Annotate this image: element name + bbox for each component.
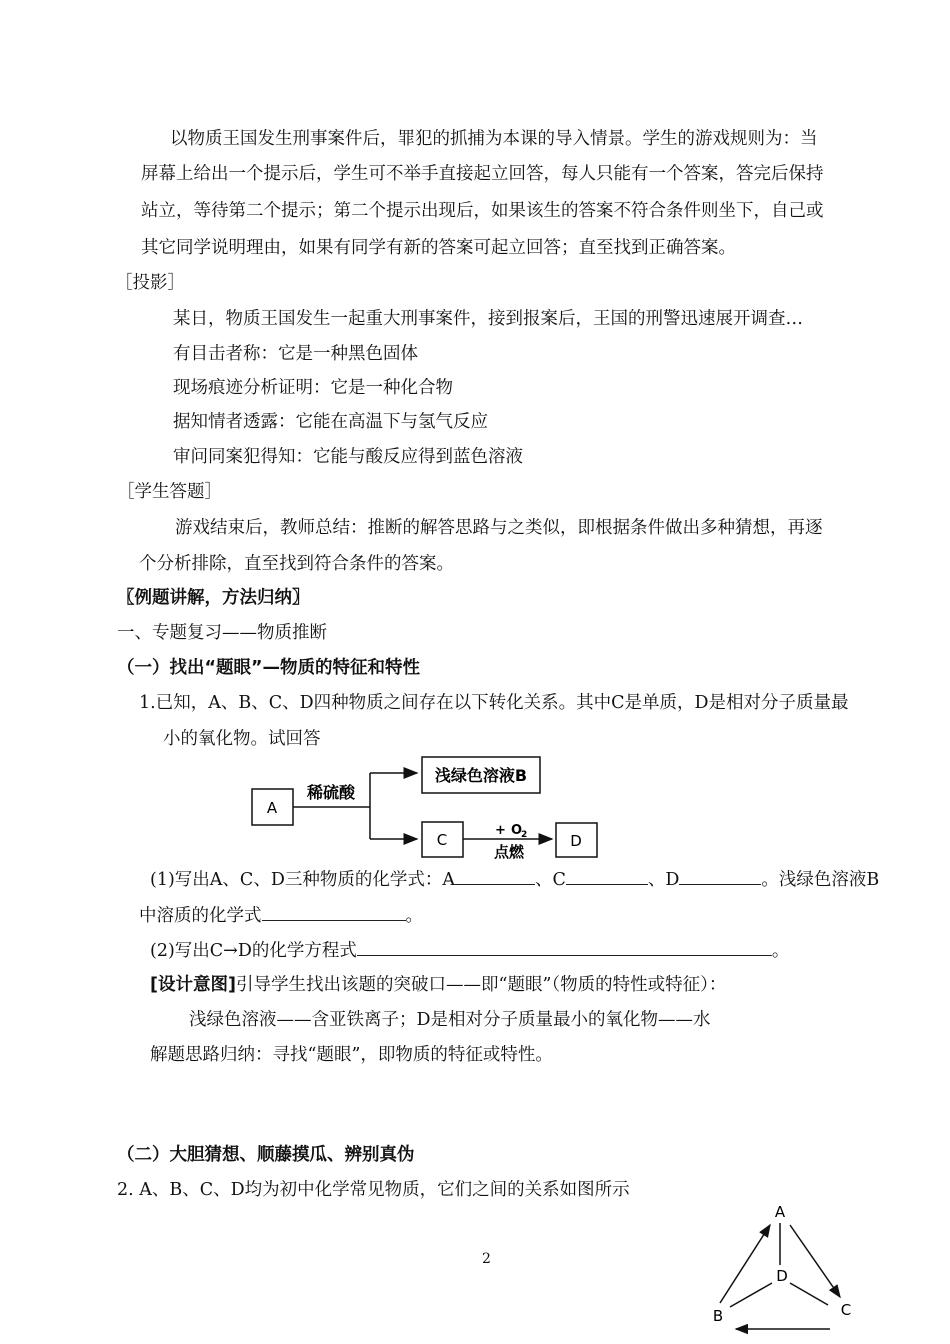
node-d: D	[776, 1267, 788, 1285]
node-c: C	[840, 1301, 852, 1319]
q1-part1-line-2	[139, 902, 423, 929]
q1-part1-solute: 中溶质的化学式	[139, 906, 262, 926]
projection-line-2: 有目击者称：它是一种黑色固体	[173, 344, 418, 364]
label-d: D	[570, 832, 582, 850]
q1-part1-line	[150, 866, 879, 893]
arrow-a-to-c	[790, 1225, 840, 1297]
line-d-to-b	[730, 1283, 772, 1307]
projection-line-3: 现场痕迹分析证明：它是一种化合物	[173, 378, 453, 398]
subsection-heading-2: （二）大胆猜想、顺藤摸瓜、辨别真伪	[117, 1145, 415, 1165]
answer-blank-d[interactable]	[679, 866, 761, 885]
label-a: A	[266, 799, 278, 817]
q1-part1-b: 。浅绿色溶液B	[761, 870, 880, 890]
plus-label: +	[495, 823, 506, 838]
intro-line-2: 屏幕上给出一个提示后，学生可不举手直接起立回答，每人只能有一个答案，答完后保持	[141, 164, 824, 184]
answer-blank-equation[interactable]	[357, 937, 772, 956]
label-b: 浅绿色溶液B	[434, 766, 528, 785]
o2-label: O	[511, 823, 523, 838]
node-a: A	[774, 1203, 786, 1221]
q2-relation-diagram	[700, 1195, 870, 1344]
q1-part1-d: 、D	[647, 870, 680, 890]
projection-line-4: 据知情者透露：它能在高温下与氢气反应	[173, 412, 488, 432]
projection-line-1: 某日，物质王国发生一起重大刑事案件，接到报案后，王国的刑警迅速展开调查…	[173, 309, 803, 329]
answer-tag: ［学生答题］	[117, 482, 222, 502]
arrow-b-to-a	[720, 1225, 770, 1303]
intro-line-3: 站立，等待第二个提示；第二个提示出现后，如果该生的答案不符合条件则坐下，自己或	[141, 201, 824, 221]
node-b: B	[712, 1307, 724, 1325]
section-heading: 〖例题讲解，方法归纳〗	[117, 588, 310, 608]
q1-part2-line	[150, 937, 789, 964]
reagent-label: 稀硫酸	[306, 783, 356, 802]
answer-blank-c[interactable]	[566, 866, 648, 885]
answer-line-2: 个分析排除，直至找到符合条件的答案。	[139, 554, 454, 574]
label-c: C	[436, 831, 448, 849]
o2-subscript: 2	[521, 830, 528, 840]
intro-line-1: 以物质王国发生刑事案件后，罪犯的抓捕为本课的导入情景。学生的游戏规则为：当	[170, 129, 818, 149]
projection-line-5: 审问同案犯得知：它能与酸反应得到蓝色溶液	[173, 447, 523, 467]
q1-part1-c: 、C	[534, 870, 566, 890]
q1-part1-end: 。	[405, 906, 423, 926]
q2-line-1: 2. A、B、C、D均为初中化学常见物质，它们之间的关系如图所示	[117, 1180, 630, 1200]
intent-label: [设计意图]	[150, 975, 236, 995]
topic-heading: 一、专题复习——物质推断	[117, 623, 327, 643]
projection-tag: ［投影］	[115, 273, 185, 293]
line-d-to-c	[790, 1283, 828, 1305]
q1-line-1: 1.已知，A、B、C、D四种物质之间存在以下转化关系。其中C是单质，D是相对分子质量最	[139, 693, 849, 713]
q1-part2-end: 。	[771, 941, 790, 961]
q1-part1-prefix: (1)写出A、C、D三种物质的化学式：A	[150, 870, 455, 890]
intent-line-2: 浅绿色溶液——含亚铁离子；D是相对分子质量最小的氧化物——水	[189, 1010, 711, 1030]
page-number: 2	[482, 1251, 491, 1267]
answer-blank-a[interactable]	[455, 866, 535, 885]
answer-blank-solute[interactable]	[262, 902, 406, 921]
ignite-label: 点燃	[493, 843, 525, 861]
answer-line-1: 游戏结束后，教师总结：推断的解答思路与之类似，即根据条件做出多种猜想，再逐	[175, 518, 823, 538]
intent-line-3: 解题思路归纳：寻找“题眼”，即物质的特征或特性。	[150, 1045, 553, 1065]
intent-text: 引导学生找出该题的突破口——即“题眼”（物质的特性或特征）：	[236, 975, 727, 995]
q1-part2-prefix: (2)写出C→D的化学方程式	[150, 941, 357, 961]
intent-line-1	[150, 972, 726, 998]
intro-line-4: 其它同学说明理由，如果有同学有新的答案可起立回答；直至找到正确答案。	[141, 238, 736, 258]
q1-line-2: 小的氧化物。试回答	[163, 729, 321, 749]
subsection-heading-1: （一）找出“题眼”—物质的特征和特性	[117, 658, 421, 678]
